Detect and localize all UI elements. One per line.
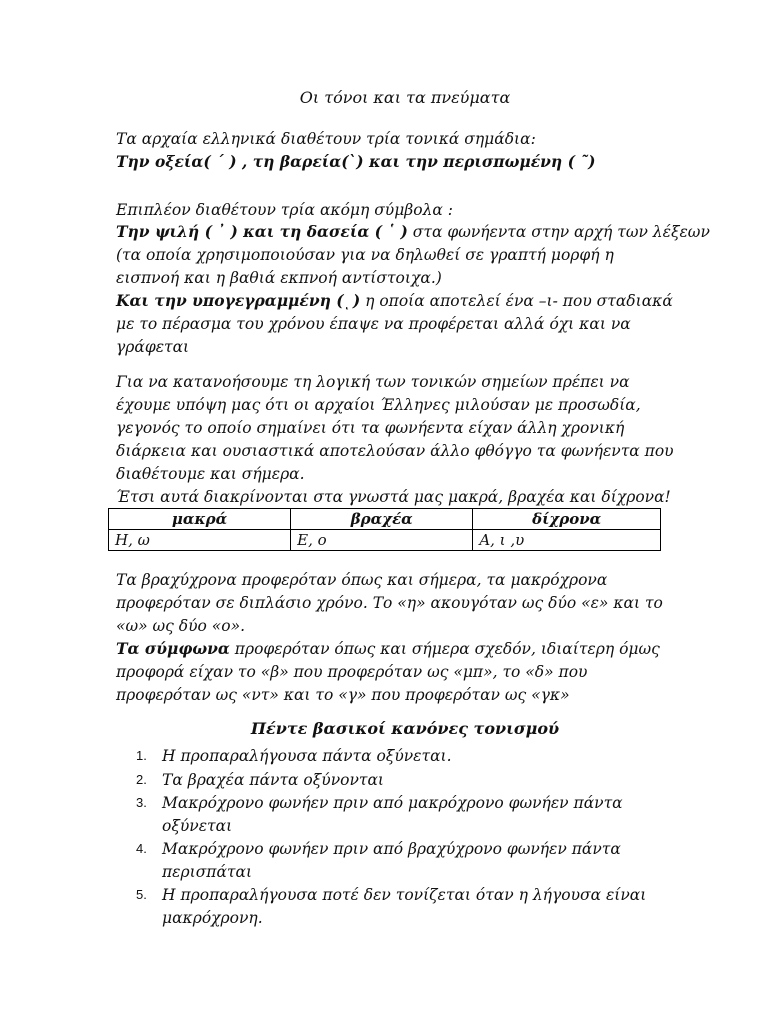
- consonants-bold-text: Τα σύμφωνα: [116, 639, 230, 658]
- iota-subscript-rest-text: η οποία αποτελεί ένα –ι- που σταδιακά: [360, 292, 673, 310]
- iota-subscript-line-3: γράφεται: [116, 338, 190, 356]
- pronunciation-line-3: «ω» ως δύο «ο».: [116, 617, 246, 635]
- breathings-rest-text: στα φωνήεντα στην αρχή των λέξεων: [407, 223, 710, 241]
- list-item-number: 3.: [136, 795, 147, 810]
- intro-line: Τα αρχαία ελληνικά διαθέτουν τρία τονικά σημάδια:: [116, 130, 536, 148]
- table-header-cell: μακρά: [109, 509, 291, 530]
- list-item-number: 1.: [136, 748, 147, 763]
- list-item-number: 4.: [136, 841, 147, 856]
- breathings-bold-text: Την ψιλή ( ᾿ ) και τη δασεία ( ῾ ): [116, 222, 408, 241]
- prosody-line-4: διάρκεια και ουσιαστικά αποτελούσαν άλλο φθόγγο τα φωνήεντα που: [116, 442, 674, 460]
- breathings-intro-line: Επιπλέον διαθέτουν τρία ακόμη σύμβολα :: [116, 201, 454, 219]
- breathings-explain-line-1: (τα οποία χρησιμοποιούσαν για να δηλωθεί σε γραπτή μορφή η: [116, 246, 614, 264]
- list-item: Τα βραχέα πάντα οξύνονται: [162, 771, 385, 789]
- vowel-length-table: [108, 508, 661, 551]
- consonants-line: [116, 638, 660, 660]
- table-cell: Ε, ο: [291, 530, 473, 551]
- prosody-line-3: γεγονός το οποίο σημαίνει ότι τα φωνήεντα είχαν άλλη χρονική: [116, 419, 625, 437]
- document-title: Οι τόνοι και τα πνεύματα: [299, 88, 511, 107]
- list-item-number: 2.: [136, 772, 147, 787]
- consonants-line-3: προφερόταν ως «ντ» και το «γ» που προφερόταν ως «γκ»: [116, 686, 570, 704]
- table-header-cell: βραχέα: [291, 509, 473, 530]
- pronunciation-line-2: προφερόταν σε διπλάσιο χρόνο. Το «η» ακουγόταν ως δύο «ε» και το: [116, 594, 663, 612]
- pronunciation-line-1: Τα βραχύχρονα προφερόταν όπως και σήμερα, τα μακρόχρονα: [116, 571, 608, 589]
- list-item-number: 5.: [136, 887, 147, 902]
- prosody-line-2: έχουμε υπόψη μας ότι οι αρχαίοι Έλληνες μιλούσαν με προσωδία,: [116, 396, 641, 414]
- list-item: Μακρόχρονο φωνήεν πριν από βραχύχρονο φωνήεν πάντα: [162, 840, 621, 858]
- table-cell: Η, ω: [109, 530, 291, 551]
- breathings-line: [116, 221, 710, 243]
- list-item-continuation: μακρόχρονη.: [162, 909, 263, 927]
- prosody-line-1: Για να κατανοήσουμε τη λογική των τονικών σημείων πρέπει να: [116, 373, 630, 391]
- list-item: Η προπαραλήγουσα πάντα οξύνεται.: [162, 747, 452, 765]
- breathings-explain-line-2: εισπνοή και η βαθιά εκπνοή αντίστοιχα.): [116, 269, 442, 287]
- list-item-continuation: περισπάται: [162, 863, 253, 881]
- iota-subscript-bold-text: Και την υπογεγραμμένη ( ͅ ): [116, 291, 361, 310]
- table-header-row: [109, 509, 661, 530]
- table-header-cell: δίχρονα: [473, 509, 661, 530]
- iota-subscript-line: [116, 290, 673, 312]
- list-item-continuation: οξύνεται: [162, 817, 233, 835]
- list-item: Μακρόχρονο φωνήεν πριν από μακρόχρονο φωνήεν πάντα: [162, 794, 623, 812]
- table-cell: Α, ι ,υ: [473, 530, 661, 551]
- iota-subscript-line-2: με το πέρασμα του χρόνου έπαψε να προφέρεται αλλά όχι και να: [116, 315, 631, 333]
- rules-title: Πέντε βασικοί κανόνες τονισμού: [250, 719, 560, 738]
- table-row: [109, 530, 661, 551]
- accent-marks-line: Την οξεία( ΄ ) , τη βαρεία(`) και την περισπωμένη ( ῀): [116, 152, 596, 171]
- consonants-rest-text: προφερόταν όπως και σήμερα σχεδόν, ιδιαίτερη όμως: [229, 640, 660, 658]
- consonants-line-2: προφορά είχαν το «β» που προφερόταν ως «μπ», το «δ» που: [116, 663, 588, 681]
- list-item: Η προπαραλήγουσα ποτέ δεν τονίζεται όταν η λήγουσα είναι: [162, 886, 647, 904]
- prosody-line-5: διαθέτουμε και σήμερα.: [116, 465, 305, 483]
- prosody-line-6: Έτσι αυτά διακρίνονται στα γνωστά μας μακρά, βραχέα και δίχρονα!: [116, 488, 671, 506]
